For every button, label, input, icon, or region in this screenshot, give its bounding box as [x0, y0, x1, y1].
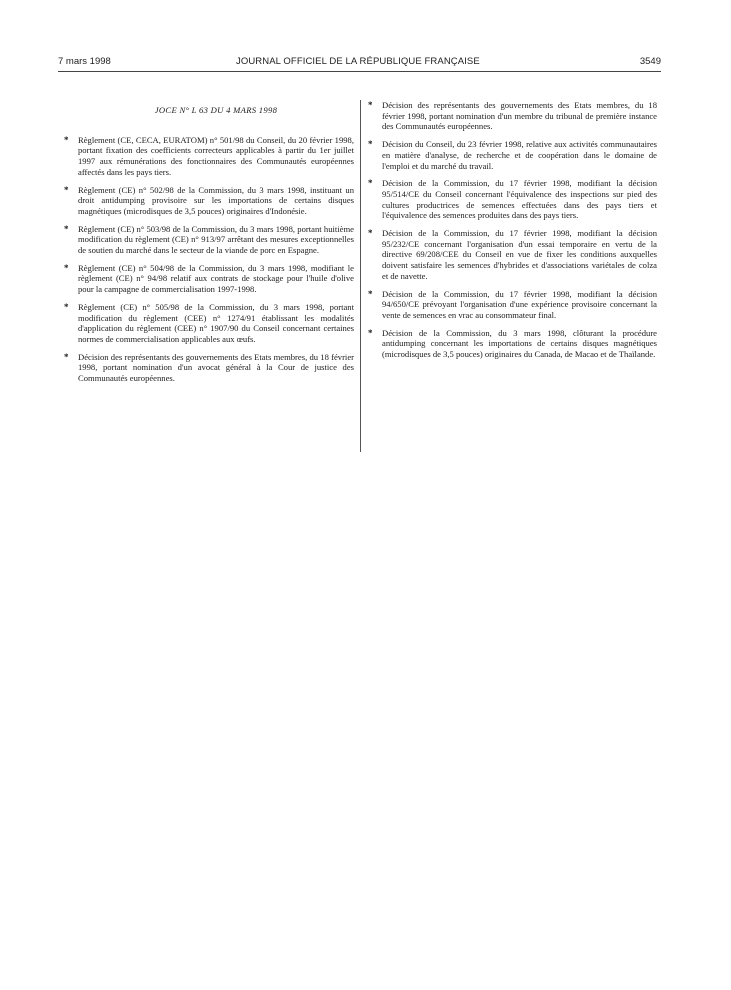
list-item	[64, 263, 354, 295]
list-item	[64, 302, 354, 345]
asterisk-marker: *	[368, 178, 373, 189]
column-divider	[360, 100, 361, 452]
list-item	[368, 139, 657, 171]
asterisk-marker: *	[368, 139, 373, 150]
entry-text: Décision du Conseil, du 23 février 1998, relative aux activités communautaires en matière d'analyse, de recherche et de coopération dans le domaine de l'emploi et du marché du travail.	[382, 139, 657, 171]
asterisk-marker: *	[64, 351, 69, 362]
entry-text: Règlement (CE) n° 504/98 de la Commission, du 3 mars 1998, modifiant le règlement (CE) n° 94/98 relatif aux contrats de stockage pour l'huile d'olive pour la campagne de commercialisation 1997-1998.	[78, 262, 354, 295]
entry-text: Règlement (CE) n° 503/98 de la Commission, du 3 mars 1998, portant huitième modification du règlement (CE) n° 913/97 arrêtant des mesures exceptionnelles de soutien du marché dans le secteur de la viande de porc en Espagne.	[78, 223, 354, 256]
list-item	[64, 352, 354, 384]
list-item	[368, 100, 657, 132]
header-rule	[58, 71, 661, 72]
entry-text: Règlement (CE, CECA, EURATOM) n° 501/98 du Conseil, du 20 février 1998, portant fixation des coefficients correcteurs applicables à partir du 1er juillet 1997 aux rémunérations des fonctionnaires des Communautés européennes affectés dans les pays tiers.	[78, 134, 354, 177]
entry-text: Règlement (CE) n° 502/98 de la Commission, du 3 mars 1998, instituant un droit antidumping provisoire sur les importations de certains disques magnétiques (microdisques de 3,5 pouces) originaires d'Indonésie.	[78, 184, 354, 216]
entry-text: Décision de la Commission, du 17 février 1998, modifiant la décision 95/232/CE concernant l'organisation d'un essai temporaire en vertu de la directive 69/208/CEE du Conseil en vue de fixer les conditions auxquelles doivent satisfaire les semences d'hybrides et d'associations variétales de colza et de navette.	[382, 228, 657, 281]
list-item	[368, 328, 657, 360]
joce-issue-title: JOCE N° L 63 DU 4 MARS 1998	[154, 105, 278, 115]
header-title: JOURNAL OFFICIEL DE LA RÉPUBLIQUE FRANÇAISE	[236, 56, 480, 67]
header-page-number: 3549	[639, 56, 661, 67]
asterisk-marker: *	[368, 228, 373, 239]
entry-text: Décision de la Commission, du 3 mars 1998, clôturant la procédure antidumping concernant les importations de certains disques magnétiques (microdisques de 3,5 pouces) originaires du Canada, de Macao et de Thaïlande.	[382, 327, 657, 360]
entry-text: Décision des représentants des gouvernements des Etats membres, du 18 février 1998, portant nomination d'un avocat général à la Cour de justice des Communautés européennes.	[78, 351, 354, 384]
header-date: 7 mars 1998	[58, 56, 111, 67]
entry-text: Décision de la Commission, du 17 février 1998, modifiant la décision 94/650/CE prévoyant l'organisation d'une expérience provisoire concernant la vente de semences en vrac au consommateur final.	[382, 288, 657, 320]
entry-text: Décision des représentants des gouvernements des Etats membres, du 18 février 1998, portant nomination d'un membre du tribunal de première instance des Communautés européennes.	[382, 100, 657, 132]
left-column	[64, 100, 354, 391]
list-item	[64, 224, 354, 256]
asterisk-marker: *	[64, 134, 69, 145]
list-item	[64, 185, 354, 217]
asterisk-marker: *	[64, 262, 69, 273]
list-item	[64, 135, 354, 178]
right-column	[368, 100, 657, 367]
list-item	[368, 178, 657, 221]
list-item	[368, 289, 657, 321]
asterisk-marker: *	[64, 223, 69, 234]
asterisk-marker: *	[368, 100, 373, 110]
list-item	[368, 228, 657, 282]
entry-text: Règlement (CE) n° 505/98 de la Commission, du 3 mars 1998, portant modification du règlement (CEE) n° 1274/91 établissant les modalités d'application du règlement (CEE) n° 1907/90 du Conseil concernant certaines normes de commercialisation applicables aux œufs.	[78, 301, 354, 344]
entry-text: Décision de la Commission, du 17 février 1998, modifiant la décision 95/514/CE du Conseil concernant l'équivalence des inspections sur pied des cultures productrices de semences effectuées dans des pays tiers et l'équivalence des semences produites dans des pays tiers.	[382, 178, 657, 221]
asterisk-marker: *	[64, 184, 69, 195]
asterisk-marker: *	[64, 301, 69, 312]
asterisk-marker: *	[368, 288, 373, 299]
asterisk-marker: *	[368, 327, 373, 338]
